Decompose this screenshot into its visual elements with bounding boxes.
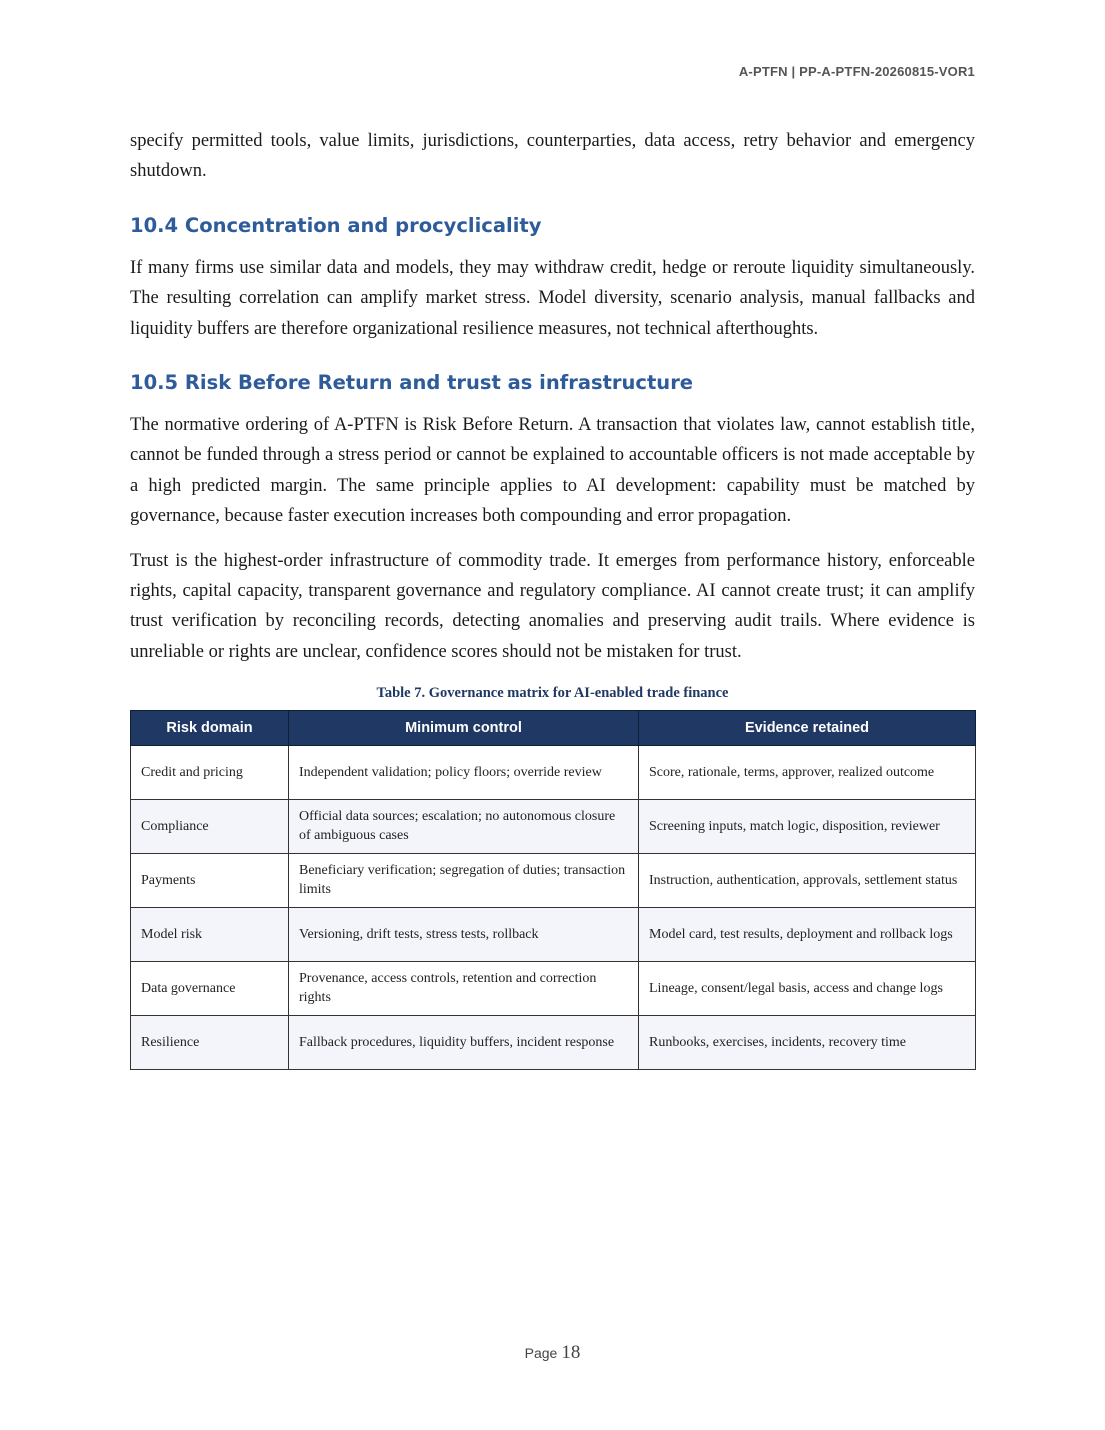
cell-risk-domain: Resilience — [131, 1016, 289, 1070]
section-10-5-paragraph-1: The normative ordering of A-PTFN is Risk Before Return. A transaction that violates law, cannot establish title, cannot be funded through a stress period or cannot be explained to accountable officers is not made acceptable by a high predicted margin. The same principle applies to AI development: capability must be matched by governance, because faster execution increases both compounding and error propagation. — [130, 415, 975, 527]
column-header-minimum-control: Minimum control — [289, 711, 639, 746]
cell-evidence-retained: Lineage, consent/legal basis, access and change logs — [639, 962, 976, 1016]
cell-minimum-control: Versioning, drift tests, stress tests, rollback — [289, 908, 639, 962]
section-heading-10-4: 10.4 Concentration and procyclicality — [130, 213, 542, 237]
cell-minimum-control: Provenance, access controls, retention and correction rights — [289, 962, 639, 1016]
cell-minimum-control: Fallback procedures, liquidity buffers, incident response — [289, 1016, 639, 1070]
cell-risk-domain: Credit and pricing — [131, 746, 289, 800]
cell-risk-domain: Data governance — [131, 962, 289, 1016]
section-heading-10-5: 10.5 Risk Before Return and trust as infrastructure — [130, 371, 694, 395]
cell-minimum-control: Beneficiary verification; segregation of duties; transaction limits — [289, 854, 639, 908]
page-label: Page — [524, 1345, 558, 1361]
section-10-4-paragraph: If many firms use similar data and models, they may withdraw credit, hedge or reroute liquidity simultaneously. The resulting correlation can amplify market stress. Model diversity, scenario analysis, manual fallbacks and liquidity buffers are therefore organizational resilience measures, not technical afterthoughts. — [130, 257, 975, 339]
cell-evidence-retained: Score, rationale, terms, approver, realized outcome — [639, 746, 976, 800]
cell-risk-domain: Model risk — [131, 908, 289, 962]
table-row — [131, 800, 976, 854]
cell-minimum-control: Official data sources; escalation; no autonomous closure of ambiguous cases — [289, 800, 639, 854]
cell-evidence-retained: Runbooks, exercises, incidents, recovery time — [639, 1016, 976, 1070]
page-number-value: 18 — [561, 1342, 581, 1363]
running-header: A-PTFN | PP-A-PTFN-20260815-VOR1 — [738, 64, 975, 79]
table-row — [131, 854, 976, 908]
section-10-5-paragraph-2: Trust is the highest-order infrastructure of commodity trade. It emerges from performance history, enforceable rights, capital capacity, transparent governance and regulatory compliance. AI cannot create trust; it can amplify trust verification by reconciling records, detecting anomalies and preserving audit trails. Where evidence is unreliable or rights are unclear, confidence scores should not be mistaken for trust. — [130, 550, 975, 662]
table-row — [131, 908, 976, 962]
column-header-evidence-retained: Evidence retained — [639, 711, 976, 746]
cell-evidence-retained: Screening inputs, match logic, disposition, reviewer — [639, 800, 976, 854]
table-caption: Table 7. Governance matrix for AI-enabled trade finance — [376, 685, 729, 702]
table-row — [131, 1016, 976, 1070]
intro-paragraph: specify permitted tools, value limits, jurisdictions, counterparties, data access, retry behavior and emergency shutdown. — [130, 131, 975, 182]
cell-evidence-retained: Model card, test results, deployment and rollback logs — [639, 908, 976, 962]
cell-risk-domain: Payments — [131, 854, 289, 908]
cell-minimum-control: Independent validation; policy floors; override review — [289, 746, 639, 800]
table-header-row — [131, 711, 976, 746]
cell-risk-domain: Compliance — [131, 800, 289, 854]
page-content — [130, 126, 975, 1070]
table-row — [131, 962, 976, 1016]
column-header-risk-domain: Risk domain — [131, 711, 289, 746]
table-row — [131, 746, 976, 800]
page-number — [0, 1342, 1105, 1364]
governance-matrix-table — [130, 710, 976, 1070]
cell-evidence-retained: Instruction, authentication, approvals, settlement status — [639, 854, 976, 908]
